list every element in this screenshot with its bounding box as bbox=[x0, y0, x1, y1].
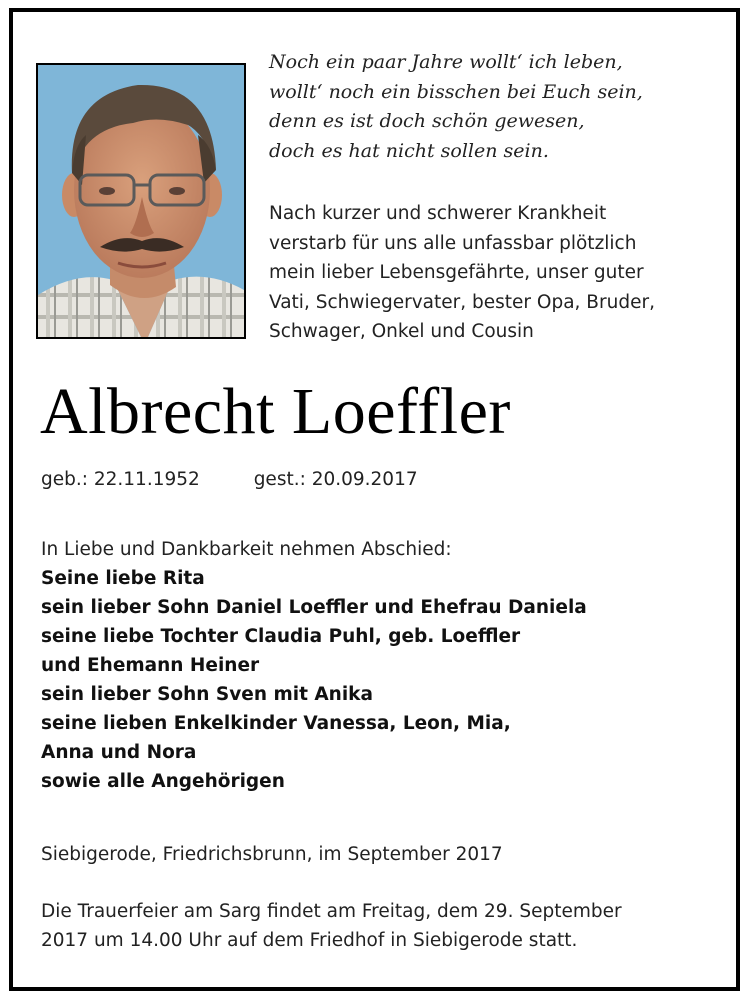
farewell-section bbox=[41, 535, 731, 796]
funeral-notice bbox=[41, 897, 721, 955]
portrait-photo bbox=[36, 63, 246, 339]
poem-line: doch es hat nicht sollen sein. bbox=[269, 139, 549, 162]
announcement-line: Schwager, Onkel und Cousin bbox=[269, 321, 534, 342]
poem-line: denn es ist doch schön gewesen, bbox=[269, 110, 585, 132]
deceased-name: Albrecht Loeffler bbox=[40, 375, 511, 448]
death-date: gest.: 20.09.2017 bbox=[253, 469, 418, 490]
life-dates bbox=[41, 466, 418, 494]
farewell-lead: In Liebe und Dankbarkeit nehmen Abschied: bbox=[41, 539, 452, 560]
poem-line: wollt‘ noch ein bisschen bei Euch sein, bbox=[269, 80, 643, 103]
mourner-line: seine liebe Tochter Claudia Puhl, geb. Loeffler bbox=[41, 626, 521, 647]
mourner-line: Anna und Nora bbox=[41, 742, 197, 763]
funeral-line: Die Trauerfeier am Sarg findet am Freitag, dem 29. September bbox=[41, 901, 622, 922]
mourner-line: und Ehemann Heiner bbox=[41, 655, 260, 676]
mourner-line: seine lieben Enkelkinder Vanessa, Leon, Mia, bbox=[41, 713, 511, 734]
funeral-line: 2017 um 14.00 Uhr auf dem Friedhof in Siebigerode statt. bbox=[41, 930, 578, 951]
mourner-line: sowie alle Angehörigen bbox=[41, 771, 285, 792]
poem-verse bbox=[269, 48, 719, 166]
death-announcement bbox=[269, 199, 724, 347]
announcement-line: Nach kurzer und schwerer Krankheit bbox=[269, 203, 607, 224]
poem-line: Noch ein paar Jahre wollt‘ ich leben, bbox=[269, 51, 623, 73]
birth-date: geb.: 22.11.1952 bbox=[41, 469, 200, 490]
mourner-line: sein lieber Sohn Daniel Loeffler und Ehefrau Daniela bbox=[41, 597, 587, 618]
mourner-line: sein lieber Sohn Sven mit Anika bbox=[41, 684, 373, 705]
place-and-date: Siebigerode, Friedrichsbrunn, im September 2017 bbox=[41, 844, 503, 865]
mourners-list bbox=[41, 564, 731, 796]
announcement-line: Vati, Schwiegervater, bester Opa, Bruder, bbox=[269, 291, 655, 313]
mourner-line: Seine liebe Rita bbox=[41, 568, 205, 589]
announcement-line: mein lieber Lebensgefährte, unser guter bbox=[269, 262, 644, 283]
announcement-line: verstarb für uns alle unfassbar plötzlich bbox=[269, 232, 637, 254]
